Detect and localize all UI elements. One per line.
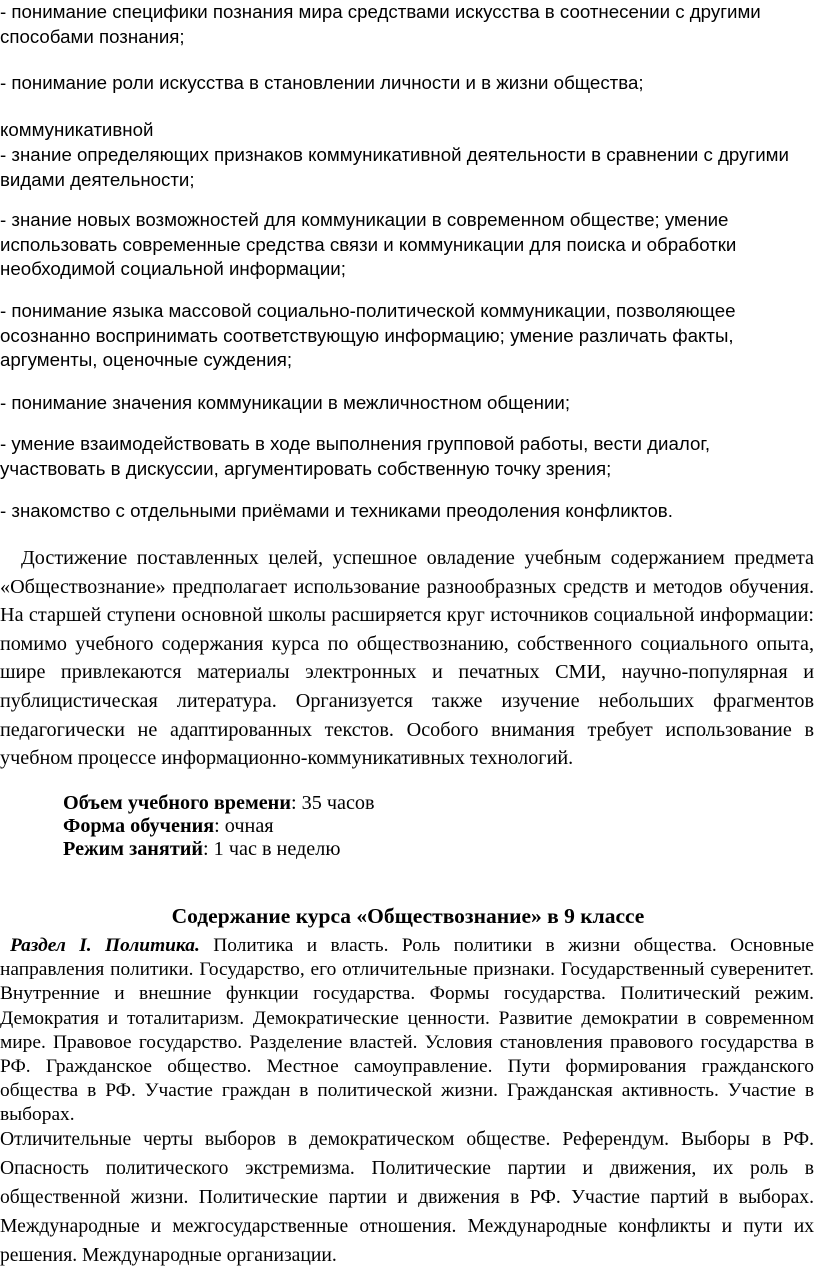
course-title: Содержание курса «Обществознание» в 9 классе (171, 904, 645, 928)
methods-paragraph: Достижение поставленных целей, успешное овладение учебным содержанием предмета «Обществознание» предполагает использование разнообразных средств и методов обучения. На старшей ступени основной школы расширяется круг источников социальной информации: помимо учебного содержания курса по обществознанию, собственного социального опыта, шире привлекаются материалы электронных и печатных СМИ, научно-популярная и публицистическая литература. Организуется также изучение небольших фрагментов педагогически не адаптированных текстов. Особого внимания требует использование в учебном процессе информационно-коммуникативных технологий. (0, 547, 814, 770)
bullet-communicative-features: - знание определяющих признаков коммуникативной деятельности в сравнении с другими видами деятельности; (0, 144, 789, 190)
course-volume-value: : 35 часов (290, 792, 375, 814)
course-form-label: Форма обучения (63, 815, 215, 837)
course-mode-label: Режим занятий (63, 838, 204, 860)
course-form-value: : очная (214, 815, 274, 837)
bullet-interpersonal-communication: - понимание значения коммуникации в межличностном общении; (0, 392, 571, 413)
section-politics-text: Политика и власть. Роль политики в жизни общества. Основные направления политики. Государство, его отличительные признаки. Государственный суверенитет. Внутренние и внешние функции государства. Формы государства. Политический режим. Демократия и тоталитаризм. Демократические ценности. Развитие демократии в современном мире. Правовое государство. Разделение властей. Условия становления правового государства в РФ. Гражданское общество. Местное самоуправление. Пути формирования гражданского общества в РФ. Участие граждан в политической жизни. Гражданская активность. Участие в выборах. (0, 935, 814, 1126)
course-form (63, 814, 274, 838)
course-mode-value: : 1 час в неделю (203, 838, 341, 860)
bullet-communication-opportunities: - знание новых возможностей для коммуникации в современном обществе; умение использовать современные средства связи и коммуникации для поиска и обработки необходимой социальной информации; (0, 209, 737, 279)
bullet-group-work: - умение взаимодействовать в ходе выполнения групповой работы, вести диалог, участвовать в дискуссии, аргументировать собственную точку зрения; (0, 433, 711, 479)
communicative-heading: коммуникативной (0, 119, 154, 140)
course-volume (63, 791, 375, 815)
section-politics-continued: Отличительные черты выборов в демократическом обществе. Референдум. Выборы в РФ. Опасность политического экстремизма. Политические партии и движения, их роль в общественной жизни. Политические партии и движения в РФ. Участие партий в выборах. Международные и межгосударственные отношения. Международные конфликты и пути их решения. Международные организации. (0, 1129, 814, 1266)
bullet-art-role: - понимание роли искусства в становлении личности и в жизни общества; (0, 72, 644, 93)
bullet-conflict-techniques: - знакомство с отдельными приёмами и техниками преодоления конфликтов. (0, 500, 673, 521)
bullet-art-cognition: - понимание специфики познания мира средствами искусства в соотнесении с другими способами познания; (0, 1, 761, 47)
section-politics (0, 934, 814, 1128)
course-volume-label: Объем учебного времени (63, 792, 291, 814)
course-mode (63, 837, 340, 861)
bullet-mass-communication-language: - понимание языка массовой социально-политической коммуникации, позволяющее осознанно воспринимать соответствующую информацию; умение различать факты, аргументы, оценочные суждения; (0, 300, 736, 370)
section-politics-heading: Раздел I. Политика. (10, 935, 200, 956)
